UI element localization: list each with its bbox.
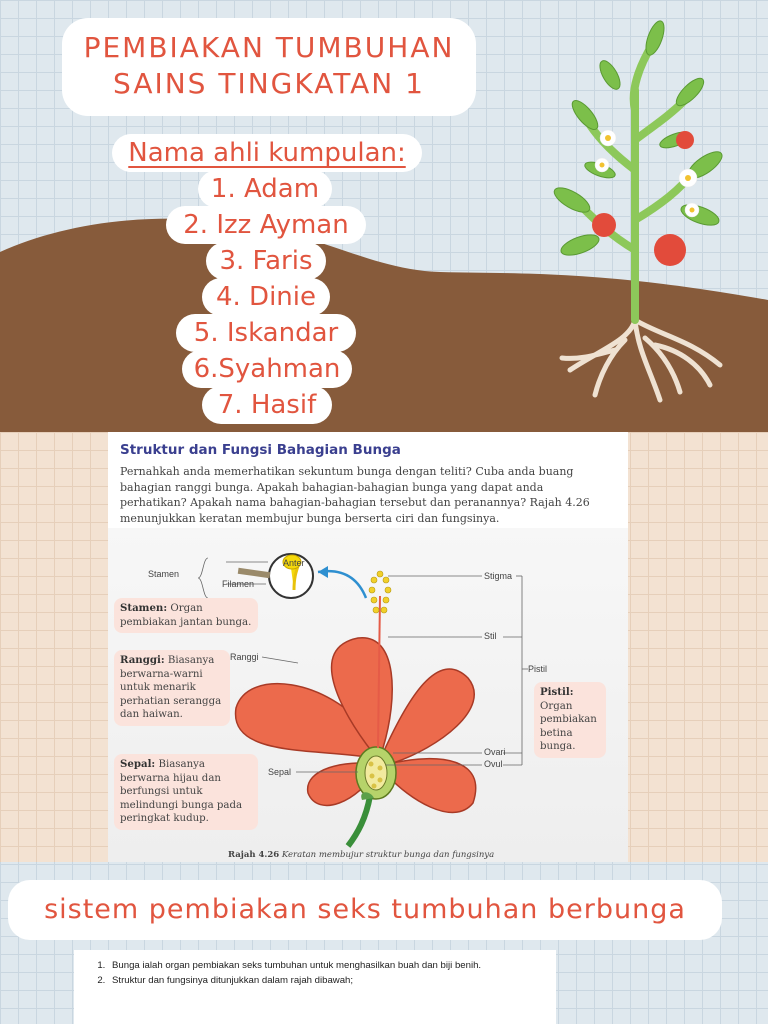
- label-stamen: Stamen: [148, 569, 180, 579]
- page-title: PEMBIAKAN TUMBUHAN: [83, 31, 455, 64]
- title-card: [62, 18, 476, 116]
- member-item: 6.Syahman: [182, 350, 352, 388]
- notes-box: [74, 950, 556, 1024]
- member-item: 1. Adam: [198, 170, 332, 208]
- list-item: 1. Bunga ialah organ pembiakan seks tumbuhan untuk menghasilkan buah dan biji benih.: [108, 958, 546, 973]
- note-sepal: Sepal: Biasanya berwarna hijau dan berfungsi untuk melindungi bunga pada peringkat kudup.: [114, 754, 258, 830]
- label-anter: Anter: [283, 558, 305, 568]
- figure-caption: Rajah 4.26 Keratan membujur struktur bunga dan fungsinya: [228, 850, 495, 860]
- label-stigma: Stigma: [484, 571, 513, 581]
- label-stil: Stil: [484, 631, 497, 641]
- points-list: [94, 958, 546, 988]
- section-heading: sistem pembiakan seks tumbuhan berbunga: [8, 880, 722, 940]
- textbook-page: [108, 432, 628, 862]
- textbook-title: Struktur dan Fungsi Bahagian Bunga: [120, 442, 401, 458]
- textbook-paragraph: Pernahkah anda memerhatikan sekuntum bunga dengan teliti? Cuba anda buang bahagian ranggi bunga. Apakah bahagian-bahagian bunga yang dapat anda perhatikan? Apakah nama bahagian-bahagian tersebut dan peranannya? Rajah 4.26 menunjukkan keratan membujur bunga berserta ciri dan fungsinya.: [120, 465, 590, 525]
- label-filamen: Filamen: [222, 579, 255, 589]
- label-ranggi: Ranggi: [230, 652, 259, 662]
- note-ranggi: Ranggi: Biasanya berwarna-warni untuk menarik perhatian serangga dan haiwan.: [114, 650, 230, 726]
- hero-section: [0, 0, 768, 432]
- tomato-plant-illustration: [540, 20, 740, 410]
- page-subtitle: SAINS TINGKATAN 1: [113, 67, 425, 100]
- member-item: 4. Dinie: [202, 278, 330, 316]
- members-heading: Nama ahli kumpulan:: [112, 134, 422, 172]
- member-item: 7. Hasif: [202, 386, 332, 424]
- label-ovari: Ovari: [484, 747, 506, 757]
- member-item: 2. Izz Ayman: [166, 206, 366, 244]
- label-sepal: Sepal: [268, 767, 292, 777]
- label-ovul: Ovul: [484, 759, 503, 769]
- note-stamen: Stamen: Organ pembiakan jantan bunga.: [114, 598, 258, 633]
- note-pistil: Pistil: Organ pembiakan betina bunga.: [534, 682, 606, 758]
- label-pistil: Pistil: [528, 664, 548, 674]
- members-list: [102, 126, 432, 426]
- member-item: 3. Faris: [206, 242, 326, 280]
- list-item: 2. Struktur dan fungsinya ditunjukkan dalam rajah dibawah;: [108, 973, 546, 988]
- member-item: 5. Iskandar: [176, 314, 356, 352]
